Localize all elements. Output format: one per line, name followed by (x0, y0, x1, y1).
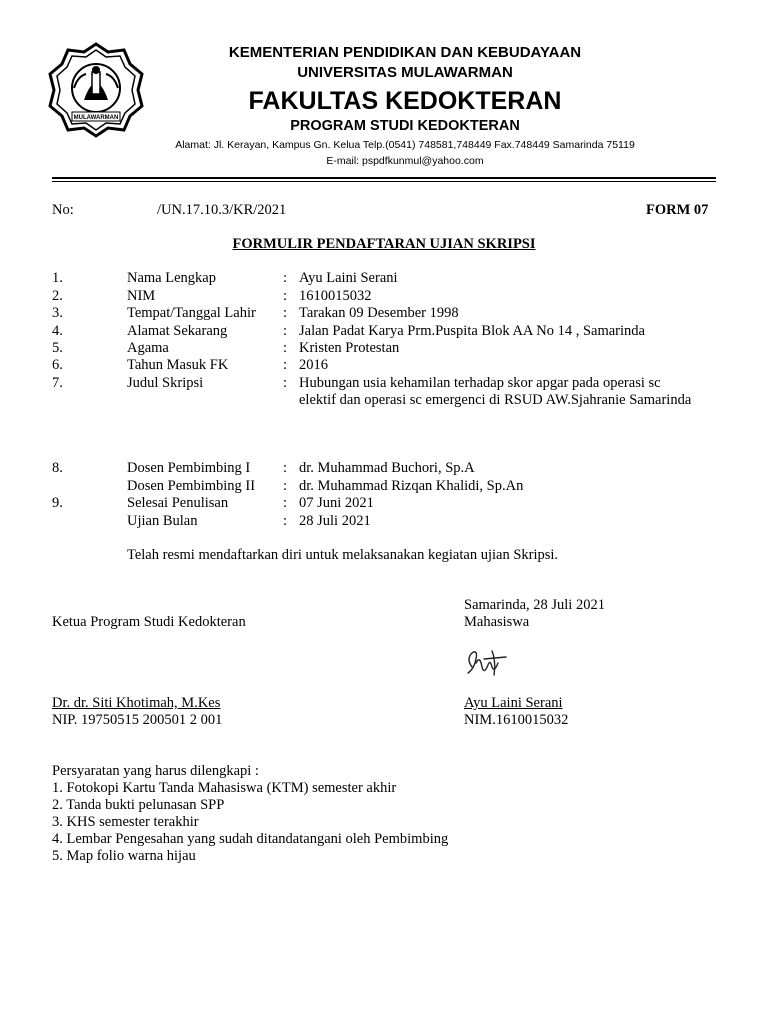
requirement-item: 5. Map folio warna hijau (52, 848, 196, 864)
field-number: 5. (52, 340, 63, 356)
program-name: PROGRAM STUDI KEDOKTERAN (290, 118, 520, 134)
field-separator: : (283, 460, 288, 476)
right-signatory-id: NIM.1610015032 (464, 712, 569, 728)
field-number: 3. (52, 305, 63, 321)
requirement-item: 2. Tanda bukti pelunasan SPP (52, 797, 225, 813)
field-number: 6. (52, 357, 63, 373)
field-separator: : (283, 478, 288, 494)
doc-number-value: /UN.17.10.3/KR/2021 (157, 202, 287, 218)
field-value: dr. Muhammad Rizqan Khalidi, Sp.An (299, 478, 524, 494)
field-value-thesis-title: Hubungan usia kehamilan terhadap skor apgar pada operasi sc elektif dan operasi sc emergenci di RSUD AW.Sjahranie Samarinda (299, 375, 692, 408)
field-number: 7. (52, 375, 63, 391)
field-value: 07 Juni 2021 (299, 495, 374, 511)
field-label: Tahun Masuk FK (127, 357, 229, 373)
field-separator: : (283, 513, 288, 529)
field-label: Judul Skripsi (127, 375, 204, 391)
field-separator: : (283, 323, 288, 339)
field-value: 2016 (299, 357, 328, 373)
left-signatory-role: Ketua Program Studi Kedokteran (52, 614, 246, 630)
left-signatory-name: Dr. dr. Siti Khotimah, M.Kes (52, 695, 221, 711)
place-date: Samarinda, 28 Juli 2021 (464, 597, 605, 613)
field-value: Tarakan 09 Desember 1998 (299, 305, 459, 321)
letterhead-email: E-mail: pspdfkunmul@yahoo.com (326, 155, 484, 167)
ministry-name: KEMENTERIAN PENDIDIKAN DAN KEBUDAYAAN (228, 44, 582, 61)
form-title: FORMULIR PENDAFTARAN UJIAN SKRIPSI (232, 236, 536, 252)
handwritten-signature (462, 645, 510, 685)
field-value: dr. Muhammad Buchori, Sp.A (299, 460, 475, 476)
header-rule-thick (52, 177, 716, 179)
field-label: Nama Lengkap (127, 270, 216, 286)
field-separator: : (283, 288, 288, 304)
form-number: FORM 07 (646, 202, 709, 218)
field-value: Kristen Protestan (299, 340, 400, 356)
registration-statement: Telah resmi mendaftarkan diri untuk melaksanakan kegiatan ujian Skripsi. (127, 547, 559, 563)
field-value: 28 Juli 2021 (299, 513, 371, 529)
doc-number-label: No: (52, 202, 74, 218)
letterhead-address: Alamat: Jl. Kerayan, Kampus Gn. Kelua Telp.(0541) 748581,748449 Fax.748449 Samarinda 75119 (175, 139, 635, 151)
requirement-item: 4. Lembar Pengesahan yang sudah ditandatangani oleh Pembimbing (52, 831, 449, 847)
field-number: 2. (52, 288, 63, 304)
field-label: Agama (127, 340, 169, 356)
field-value: 1610015032 (299, 288, 372, 304)
field-separator: : (283, 495, 288, 511)
field-number: 8. (52, 460, 63, 476)
field-separator: : (283, 305, 288, 321)
field-number: 9. (52, 495, 63, 511)
field-separator: : (283, 357, 288, 373)
logo-text: MULAWARMAN (73, 115, 119, 121)
field-label: NIM (127, 288, 156, 304)
field-separator: : (283, 270, 288, 286)
requirement-item: 1. Fotokopi Kartu Tanda Mahasiswa (KTM) semester akhir (52, 780, 397, 796)
requirement-item: 3. KHS semester terakhir (52, 814, 199, 830)
field-number: 4. (52, 323, 63, 339)
right-signatory-role: Mahasiswa (464, 614, 530, 630)
field-label: Ujian Bulan (127, 513, 198, 529)
field-value: Jalan Padat Karya Prm.Puspita Blok AA No 14 , Samarinda (299, 323, 645, 339)
university-name: UNIVERSITAS MULAWARMAN (297, 64, 513, 81)
field-number: 1. (52, 270, 63, 286)
field-label: Selesai Penulisan (127, 495, 229, 511)
field-label: Alamat Sekarang (127, 323, 228, 339)
field-value: Ayu Laini Serani (299, 270, 398, 286)
field-label: Dosen Pembimbing II (127, 478, 256, 494)
field-label: Tempat/Tanggal Lahir (127, 305, 256, 321)
right-signatory-name: Ayu Laini Serani (464, 695, 563, 711)
field-separator: : (283, 340, 288, 356)
header-rule-thin (52, 181, 716, 182)
field-label: Dosen Pembimbing I (127, 460, 251, 476)
field-separator: : (283, 375, 288, 391)
faculty-name: FAKULTAS KEDOKTERAN (248, 87, 562, 115)
requirements-heading: Persyaratan yang harus dilengkapi : (52, 763, 259, 779)
university-logo (48, 42, 144, 138)
left-signatory-id: NIP. 19750515 200501 2 001 (52, 712, 223, 728)
